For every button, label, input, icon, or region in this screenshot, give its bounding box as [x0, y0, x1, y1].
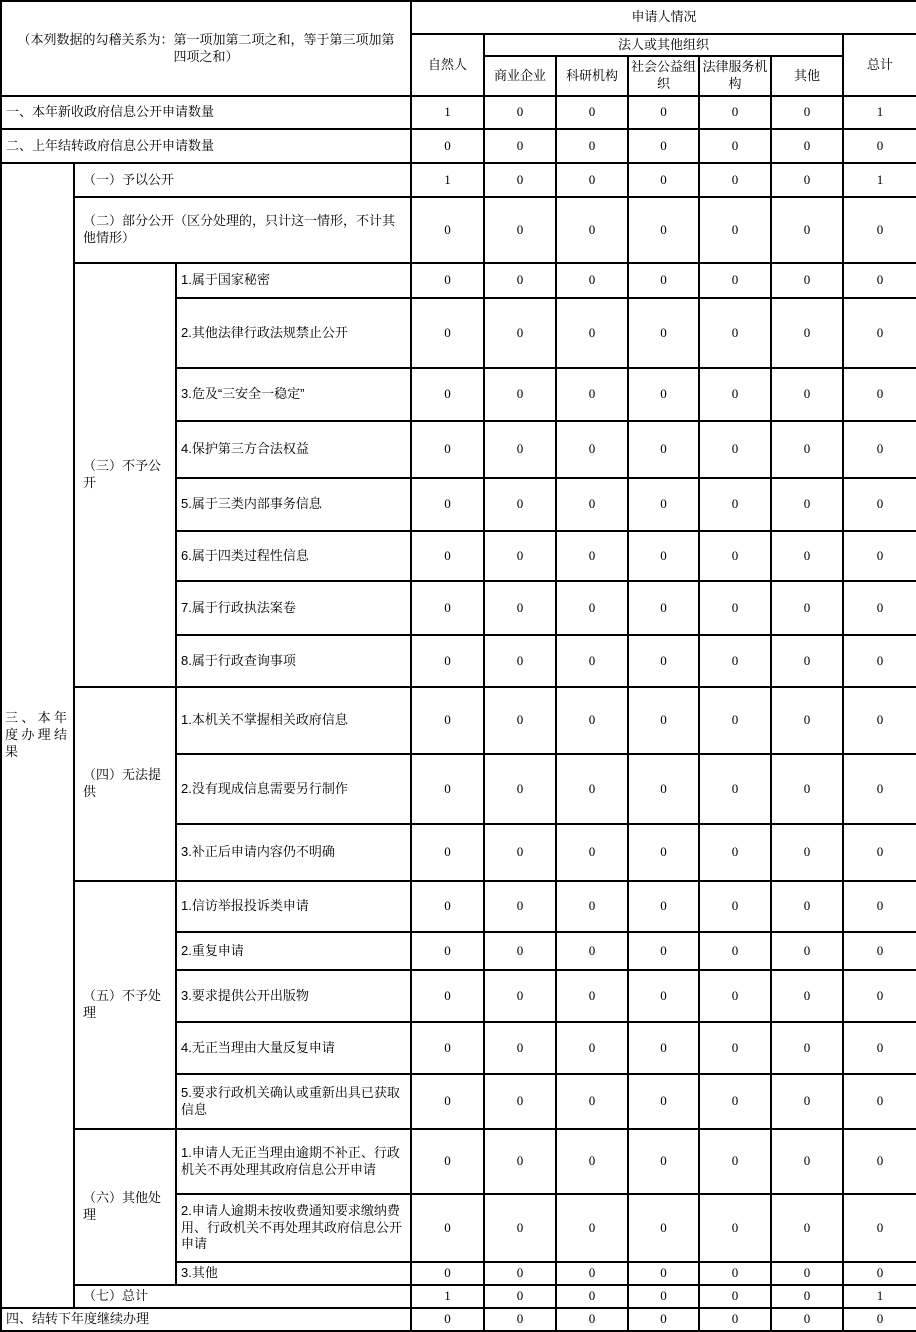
value-cell: 0	[556, 932, 628, 970]
value-cell: 0	[411, 1022, 484, 1074]
value-cell: 0	[484, 635, 556, 687]
value-cell: 0	[411, 824, 484, 881]
header-col-other: 其他	[771, 56, 843, 96]
value-cell: 0	[411, 531, 484, 581]
header-col-commercial-enterprise: 商业企业	[484, 56, 556, 96]
item-third-party-rights: 4.保护第三方合法权益	[176, 421, 411, 478]
value-cell: 0	[699, 1262, 771, 1285]
value-cell: 0	[628, 970, 699, 1022]
value-cell: 0	[699, 263, 771, 298]
value-cell: 0	[411, 881, 484, 932]
item-admin-query-matters: 8.属于行政查询事项	[176, 635, 411, 687]
value-cell: 0	[628, 1194, 699, 1262]
value-cell: 0	[556, 197, 628, 263]
value-cell: 0	[484, 478, 556, 531]
value-cell: 0	[843, 298, 916, 368]
value-cell: 0	[771, 754, 843, 824]
row-label-new-received: 一、本年新收政府信息公开申请数量	[1, 96, 411, 129]
value-cell: 0	[628, 635, 699, 687]
table-row	[1, 1129, 916, 1194]
value-cell: 0	[699, 368, 771, 421]
value-cell: 0	[556, 1074, 628, 1129]
value-cell: 0	[771, 129, 843, 163]
value-cell: 0	[556, 1129, 628, 1194]
value-cell: 0	[843, 932, 916, 970]
value-cell: 0	[699, 96, 771, 129]
value-cell: 0	[699, 1308, 771, 1331]
value-cell: 0	[484, 1285, 556, 1308]
header-col-public-welfare-org: 社会公益组织	[628, 56, 699, 96]
value-cell: 0	[699, 163, 771, 197]
value-cell: 0	[411, 1308, 484, 1331]
value-cell: 0	[411, 1262, 484, 1285]
value-cell: 0	[843, 1308, 916, 1331]
item-state-secret: 1.属于国家秘密	[176, 263, 411, 298]
header-col-legal-service-org: 法律服务机构	[699, 56, 771, 96]
table-row	[1, 163, 916, 197]
value-cell: 1	[843, 96, 916, 129]
value-cell: 0	[843, 129, 916, 163]
item-prohibited-by-law: 2.其他法律行政法规禁止公开	[176, 298, 411, 368]
value-cell: 0	[699, 635, 771, 687]
value-cell: 0	[484, 1129, 556, 1194]
value-cell: 0	[771, 96, 843, 129]
value-cell: 0	[411, 932, 484, 970]
value-cell: 0	[771, 1194, 843, 1262]
item-repeat-application: 2.重复申请	[176, 932, 411, 970]
table-row	[1, 687, 916, 754]
table-row	[1, 1285, 916, 1308]
value-cell: 0	[843, 581, 916, 635]
value-cell: 0	[699, 581, 771, 635]
value-cell: 0	[484, 163, 556, 197]
value-cell: 0	[484, 1074, 556, 1129]
value-cell: 1	[411, 1285, 484, 1308]
value-cell: 0	[699, 1194, 771, 1262]
value-cell: 0	[843, 824, 916, 881]
value-cell: 0	[771, 531, 843, 581]
value-cell: 0	[484, 298, 556, 368]
item-overdue-no-payment: 2.申请人逾期未按收费通知要求缴纳费用、行政机关不再处理其政府信息公开申请	[176, 1194, 411, 1262]
header-applicant-status: 申请人情况	[411, 1, 916, 34]
item-petition-complaint: 1.信访举报投诉类申请	[176, 881, 411, 932]
value-cell: 0	[699, 531, 771, 581]
value-cell: 0	[556, 298, 628, 368]
value-cell: 0	[843, 531, 916, 581]
item-mass-repeated-applications: 4.无正当理由大量反复申请	[176, 1022, 411, 1074]
value-cell: 0	[628, 531, 699, 581]
value-cell: 0	[628, 478, 699, 531]
value-cell: 0	[699, 970, 771, 1022]
value-cell: 0	[628, 581, 699, 635]
table-row	[1, 881, 916, 932]
value-cell: 0	[484, 687, 556, 754]
value-cell: 0	[411, 581, 484, 635]
value-cell: 0	[699, 1285, 771, 1308]
value-cell: 0	[484, 1262, 556, 1285]
value-cell: 0	[484, 754, 556, 824]
row-label-granted-disclosure: （一）予以公开	[74, 163, 411, 197]
value-cell: 0	[771, 1074, 843, 1129]
value-cell: 0	[771, 421, 843, 478]
value-cell: 0	[484, 263, 556, 298]
value-cell: 0	[771, 1022, 843, 1074]
value-cell: 0	[628, 129, 699, 163]
value-cell: 0	[484, 581, 556, 635]
value-cell: 0	[699, 421, 771, 478]
value-cell: 0	[771, 1262, 843, 1285]
value-cell: 0	[556, 1308, 628, 1331]
value-cell: 0	[556, 635, 628, 687]
item-public-publications: 3.要求提供公开出版物	[176, 970, 411, 1022]
value-cell: 0	[771, 163, 843, 197]
value-cell: 0	[843, 478, 916, 531]
header-col-research-institution: 科研机构	[556, 56, 628, 96]
value-cell: 0	[628, 421, 699, 478]
table-row	[1, 197, 916, 263]
value-cell: 0	[484, 970, 556, 1022]
value-cell: 0	[699, 824, 771, 881]
value-cell: 0	[484, 129, 556, 163]
value-cell: 0	[771, 197, 843, 263]
value-cell: 0	[628, 824, 699, 881]
item-internal-affairs-info: 5.属于三类内部事务信息	[176, 478, 411, 531]
value-cell: 0	[843, 368, 916, 421]
value-cell: 0	[484, 421, 556, 478]
group-label-unable-to-provide: （四）无法提供	[74, 687, 176, 881]
item-confirm-or-reissue-info: 5.要求行政机关确认或重新出具已获取信息	[176, 1074, 411, 1129]
row-label-partial-disclosure: （二）部分公开（区分处理的，只计这一情形，不计其他情形）	[74, 197, 411, 263]
value-cell: 0	[628, 96, 699, 129]
value-cell: 0	[628, 687, 699, 754]
value-cell: 0	[411, 687, 484, 754]
value-cell: 0	[843, 1022, 916, 1074]
value-cell: 0	[771, 478, 843, 531]
value-cell: 0	[843, 1129, 916, 1194]
value-cell: 0	[556, 478, 628, 531]
value-cell: 0	[628, 932, 699, 970]
value-cell: 0	[843, 687, 916, 754]
value-cell: 0	[484, 1308, 556, 1331]
value-cell: 0	[411, 421, 484, 478]
value-cell: 0	[628, 881, 699, 932]
item-still-unclear-after-correction: 3.补正后申请内容仍不明确	[176, 824, 411, 881]
value-cell: 0	[771, 824, 843, 881]
value-cell: 0	[556, 1262, 628, 1285]
value-cell: 0	[556, 163, 628, 197]
value-cell: 0	[699, 1022, 771, 1074]
item-other: 3.其他	[176, 1262, 411, 1285]
value-cell: 0	[843, 754, 916, 824]
value-cell: 0	[628, 263, 699, 298]
value-cell: 0	[411, 1129, 484, 1194]
value-cell: 0	[556, 1022, 628, 1074]
table-note: （本列数据的勾稽关系为：第一项加第二项之和，等于第三项加第四项之和）	[1, 1, 411, 96]
table-row	[1, 96, 916, 129]
table-row	[1, 263, 916, 298]
value-cell: 0	[699, 129, 771, 163]
value-cell: 0	[556, 96, 628, 129]
value-cell: 0	[411, 970, 484, 1022]
value-cell: 1	[843, 163, 916, 197]
value-cell: 0	[699, 197, 771, 263]
header-legal-org-group: 法人或其他组织	[484, 34, 843, 56]
value-cell: 0	[411, 197, 484, 263]
value-cell: 0	[699, 881, 771, 932]
value-cell: 0	[484, 1022, 556, 1074]
value-cell: 0	[556, 687, 628, 754]
value-cell: 0	[771, 1308, 843, 1331]
value-cell: 0	[556, 754, 628, 824]
value-cell: 0	[411, 368, 484, 421]
table-row	[1, 1308, 916, 1331]
value-cell: 0	[699, 1074, 771, 1129]
value-cell: 0	[556, 421, 628, 478]
value-cell: 0	[699, 687, 771, 754]
value-cell: 0	[411, 754, 484, 824]
value-cell: 0	[699, 478, 771, 531]
value-cell: 0	[411, 478, 484, 531]
value-cell: 0	[843, 197, 916, 263]
value-cell: 0	[411, 298, 484, 368]
value-cell: 0	[628, 1308, 699, 1331]
row-label-annual-results: 三、本年度办理结果	[1, 163, 74, 1308]
value-cell: 0	[556, 824, 628, 881]
row-label-subtotal: （七）总计	[74, 1285, 411, 1308]
value-cell: 0	[628, 1262, 699, 1285]
value-cell: 0	[843, 1194, 916, 1262]
value-cell: 0	[411, 129, 484, 163]
value-cell: 0	[771, 970, 843, 1022]
item-needs-separate-creation: 2.没有现成信息需要另行制作	[176, 754, 411, 824]
value-cell: 0	[771, 581, 843, 635]
value-cell: 0	[628, 163, 699, 197]
item-overdue-no-correction: 1.申请人无正当理由逾期不补正、行政机关不再处理其政府信息公开申请	[176, 1129, 411, 1194]
item-endanger-safety-stability: 3.危及“三安全一稳定”	[176, 368, 411, 421]
value-cell: 0	[484, 368, 556, 421]
value-cell: 1	[411, 96, 484, 129]
value-cell: 0	[771, 932, 843, 970]
value-cell: 0	[771, 298, 843, 368]
value-cell: 0	[411, 635, 484, 687]
value-cell: 0	[843, 1262, 916, 1285]
value-cell: 0	[556, 263, 628, 298]
value-cell: 0	[628, 197, 699, 263]
value-cell: 0	[771, 1285, 843, 1308]
group-label-other-handling: （六）其他处理	[74, 1129, 176, 1285]
value-cell: 0	[771, 368, 843, 421]
value-cell: 0	[484, 197, 556, 263]
value-cell: 0	[771, 263, 843, 298]
value-cell: 0	[484, 531, 556, 581]
header-natural-person: 自然人	[411, 34, 484, 96]
value-cell: 0	[628, 1285, 699, 1308]
item-enforcement-files: 7.属于行政执法案卷	[176, 581, 411, 635]
value-cell: 0	[628, 754, 699, 824]
header-total: 总计	[843, 34, 916, 96]
row-label-carry-to-next-year: 四、结转下年度继续办理	[1, 1308, 411, 1331]
value-cell: 0	[771, 1129, 843, 1194]
value-cell: 0	[843, 1074, 916, 1129]
item-info-not-held: 1.本机关不掌握相关政府信息	[176, 687, 411, 754]
value-cell: 0	[628, 1074, 699, 1129]
value-cell: 0	[556, 1285, 628, 1308]
value-cell: 0	[843, 881, 916, 932]
value-cell: 0	[484, 96, 556, 129]
value-cell: 0	[556, 581, 628, 635]
value-cell: 0	[843, 263, 916, 298]
value-cell: 0	[843, 421, 916, 478]
row-label-carried-over: 二、上年结转政府信息公开申请数量	[1, 129, 411, 163]
table-row	[1, 129, 916, 163]
value-cell: 0	[484, 932, 556, 970]
value-cell: 0	[843, 635, 916, 687]
value-cell: 0	[556, 881, 628, 932]
value-cell: 0	[411, 263, 484, 298]
value-cell: 0	[771, 687, 843, 754]
value-cell: 0	[484, 881, 556, 932]
value-cell: 0	[484, 824, 556, 881]
value-cell: 0	[699, 932, 771, 970]
value-cell: 0	[556, 368, 628, 421]
value-cell: 0	[556, 970, 628, 1022]
value-cell: 0	[484, 1194, 556, 1262]
value-cell: 0	[628, 1129, 699, 1194]
value-cell: 1	[843, 1285, 916, 1308]
value-cell: 0	[843, 970, 916, 1022]
value-cell: 0	[628, 298, 699, 368]
value-cell: 0	[556, 129, 628, 163]
value-cell: 0	[771, 635, 843, 687]
value-cell: 0	[699, 754, 771, 824]
group-label-not-processed: （五）不予处理	[74, 881, 176, 1129]
value-cell: 0	[771, 881, 843, 932]
value-cell: 0	[411, 1074, 484, 1129]
value-cell: 0	[628, 368, 699, 421]
value-cell: 0	[628, 1022, 699, 1074]
value-cell: 0	[699, 1129, 771, 1194]
value-cell: 1	[411, 163, 484, 197]
value-cell: 0	[556, 531, 628, 581]
item-process-info: 6.属于四类过程性信息	[176, 531, 411, 581]
value-cell: 0	[699, 298, 771, 368]
group-label-refused-disclosure: （三）不予公开	[74, 263, 176, 687]
value-cell: 0	[556, 1194, 628, 1262]
value-cell: 0	[411, 1194, 484, 1262]
